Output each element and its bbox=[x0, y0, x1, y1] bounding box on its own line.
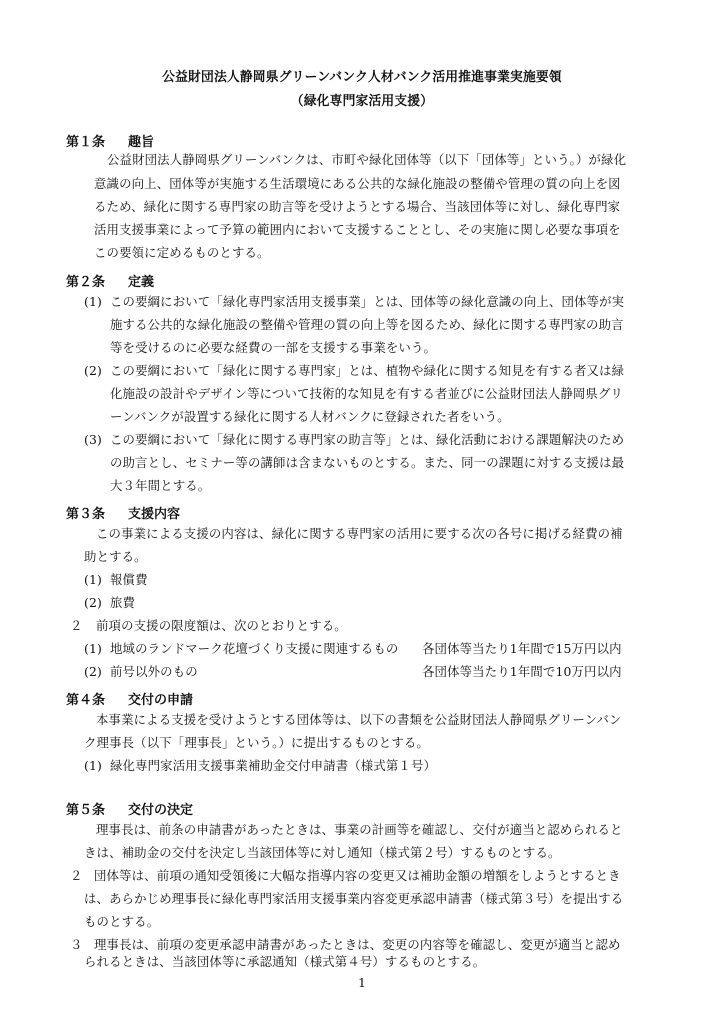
article-3-heading bbox=[66, 503, 180, 522]
article-number: 第２条 bbox=[66, 275, 106, 290]
article-4-heading bbox=[66, 689, 193, 708]
article-number: 第３条 bbox=[66, 507, 106, 522]
article-5-para-2-line: ものとする。 bbox=[84, 914, 160, 929]
article-5-line: きは、補助金の交付を決定し当該団体等に対し通知（様式第２号）するものとする。 bbox=[84, 845, 561, 860]
limit-amount-2: 各団体等当たり1年間で10万円以内 bbox=[422, 664, 622, 679]
paragraph-text: 団体等は、前項の通知受領後に大幅な指導内容の変更又は補助金額の増額をしようとするとき bbox=[94, 868, 621, 883]
application-doc-item-1 bbox=[84, 758, 436, 774]
article-1-line: るため、緑化に関する専門家の助言等を受けようとする場合、当該団体等に対し、緑化専門家 bbox=[94, 199, 621, 214]
article-number: 第５条 bbox=[66, 803, 106, 818]
article-title: 定義 bbox=[128, 275, 155, 290]
article-1-line: 公益財団法人静岡県グリーンバンクは、市町や緑化団体等（以下「団体等」という。）が緑化 bbox=[107, 152, 627, 167]
definition-item-2-line: 化施設の設計やデザイン等について技術的な知見を有する者並びに公益財団法人静岡県グリ bbox=[110, 386, 624, 401]
item-marker: (2) bbox=[84, 595, 103, 610]
article-5-para-3 bbox=[70, 937, 621, 953]
article-title: 支援内容 bbox=[128, 507, 181, 522]
definition-item-1 bbox=[84, 294, 624, 310]
expense-item-1 bbox=[84, 572, 148, 588]
article-4-line: ク理事長（以下「理事長」という。）に提出するものとする。 bbox=[84, 735, 429, 750]
item-marker: (1) bbox=[84, 641, 103, 656]
item-marker: (3) bbox=[84, 432, 103, 447]
article-5-para-3-line: られるときは、当該団体等に承認通知（様式第４号）するものとする。 bbox=[84, 954, 486, 969]
paragraph-text: 理事長は、前項の変更承認申請書があったときは、変更の内容等を確認し、変更が適当と認め bbox=[94, 937, 621, 952]
item-marker: (1) bbox=[84, 758, 103, 773]
definition-item-3-line: 大３年間とする。 bbox=[110, 478, 211, 493]
definition-item-3-line: の助言とし、セミナー等の講師は含まないものとする。また、同一の課題に対する支援は最 bbox=[110, 455, 625, 470]
article-5-para-2 bbox=[70, 868, 621, 884]
item-marker: (1) bbox=[84, 572, 103, 587]
paragraph-marker: ３ bbox=[70, 937, 83, 952]
article-1-line: 意識の向上、団体等が実施する生活環境にある公共的な緑化施設の整備や管理の質の向上を図 bbox=[94, 176, 621, 191]
document-subtitle: （緑化専門家活用支援） bbox=[290, 94, 434, 109]
limit-label: 前号以外のもの bbox=[110, 664, 198, 679]
article-1-line: 活用支援事業によって予算の範囲内において支援することとし、その実施に関し必要な事項を bbox=[94, 222, 621, 237]
article-title: 交付の申請 bbox=[128, 693, 194, 708]
document-title: 公益財団法人静岡県グリーンバンク人材バンク活用推進事業実施要領 bbox=[162, 70, 562, 85]
article-5-heading bbox=[66, 799, 193, 818]
definition-item-1-line: 施する公共的な緑化施設の整備や管理の質の向上等を図るため、緑化に関する専門家の助言 bbox=[110, 317, 624, 332]
expense-item-2 bbox=[84, 595, 135, 611]
article-5-para-2-line: は、あらかじめ理事長に緑化専門家活用支援事業内容変更承認申請書（様式第３号）を提出する bbox=[84, 891, 624, 906]
article-2-heading bbox=[66, 271, 154, 290]
article-1-heading bbox=[66, 131, 154, 150]
article-number: 第１条 bbox=[66, 135, 106, 150]
item-text: この要綱において「緑化専門家活用支援事業」とは、団体等の緑化意識の向上、団体等が実 bbox=[110, 294, 625, 309]
item-text: この要綱において「緑化に関する専門家の助言等」とは、緑化活動における課題解決のため bbox=[110, 432, 625, 447]
article-4-line: 本事業による支援を受けようとする団体等は、以下の書類を公益財団法人静岡県グリーンバン bbox=[96, 712, 622, 727]
paragraph-marker: ２ bbox=[70, 618, 83, 633]
paragraph-marker: ２ bbox=[70, 868, 83, 883]
article-3-line: 助とする。 bbox=[84, 549, 147, 564]
article-3-line: この事業による支援の内容は、緑化に関する専門家の活用に要する次の各号に掲げる経費の補 bbox=[96, 526, 623, 541]
limit-amount-1: 各団体等当たり1年間で15万円以内 bbox=[422, 641, 622, 656]
definition-item-2 bbox=[84, 363, 624, 379]
definition-item-3 bbox=[84, 432, 624, 448]
article-title: 交付の決定 bbox=[128, 803, 194, 818]
item-text: 旅費 bbox=[110, 595, 136, 610]
definition-item-1-line: 等を受けるのに必要な経費の一部を支援する事業をいう。 bbox=[110, 340, 437, 355]
limit-label: 地域のランドマーク花壇づくり支援に関連するもの bbox=[110, 641, 399, 656]
limit-item-1 bbox=[84, 641, 398, 657]
article-1-line: この要領に定めるものとする。 bbox=[94, 245, 270, 260]
item-text: 緑化専門家活用支援事業補助金交付申請書（様式第１号） bbox=[110, 758, 437, 773]
page-number: 1 bbox=[358, 975, 366, 990]
article-3-para-2 bbox=[70, 618, 347, 634]
limit-item-2 bbox=[84, 664, 198, 680]
item-marker: (2) bbox=[84, 664, 103, 679]
article-number: 第４条 bbox=[66, 693, 106, 708]
item-text: 報償費 bbox=[110, 572, 148, 587]
article-5-line: 理事長は、前条の申請書があったときは、事業の計画等を確認し、交付が適当と認められると bbox=[96, 822, 623, 837]
definition-item-2-line: ーンバンクが設置する緑化に関する人材バンクに登録された者をいう。 bbox=[110, 409, 510, 424]
item-marker: (2) bbox=[84, 363, 103, 378]
item-text: この要綱において「緑化に関する専門家」とは、植物や緑化に関する知見を有する者又は緑 bbox=[110, 363, 625, 378]
paragraph-text: 前項の支援の限度額は、次のとおりとする。 bbox=[96, 618, 347, 633]
item-marker: (1) bbox=[84, 294, 103, 309]
article-title: 趣旨 bbox=[128, 135, 155, 150]
